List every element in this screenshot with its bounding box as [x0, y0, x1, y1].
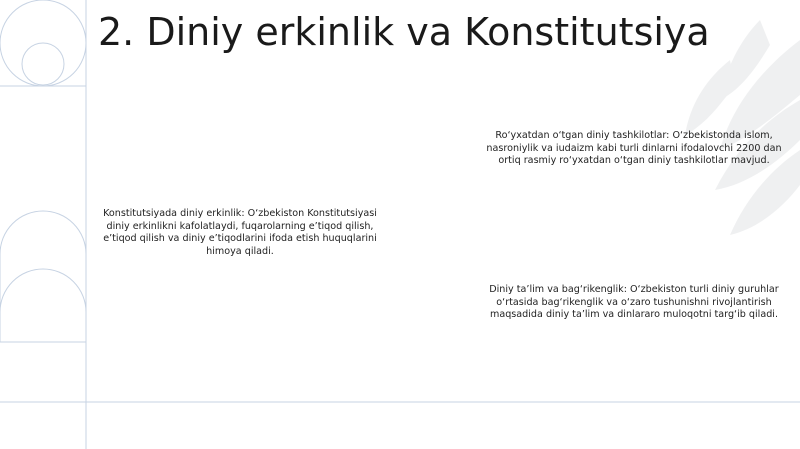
education-tolerance-text-block: Diniy ta’lim va bag‘rikenglik: O‘zbekiston turli diniy guruhlar o‘rtasida bag‘rikenglik va o‘zaro tushunishni rivojlantirish maqsadida diniy ta’lim va dinlararo muloqotni targ‘ib qiladi. — [489, 284, 779, 321]
mid-arch-upper — [0, 211, 86, 254]
slide-title: 2. Diniy erkinlik va Konstitutsiya — [98, 10, 710, 54]
constitution-text-block: Konstitutsiyada diniy erkinlik: O‘zbekiston Konstitutsiyasi diniy erkinlikni kafolatlaydi, fuqarolarning e’tiqod qilish, e’tiqod qilish va diniy e’tiqodlarini ifoda etish huquqlarini himoya qiladi. — [103, 208, 377, 257]
top-small-circle — [22, 43, 64, 85]
registered-orgs-text-block: Ro‘yxatdan o‘tgan diniy tashkilotlar: O‘zbekistonda islom, nasroniylik va iudaizm kabi turli dinlarni ifodalovchi 2200 dan ortiq rasmiy ro‘yxatdan o‘tgan diniy tashkilotlar mavjud. — [486, 130, 782, 167]
mid-arch-lower — [0, 269, 86, 312]
